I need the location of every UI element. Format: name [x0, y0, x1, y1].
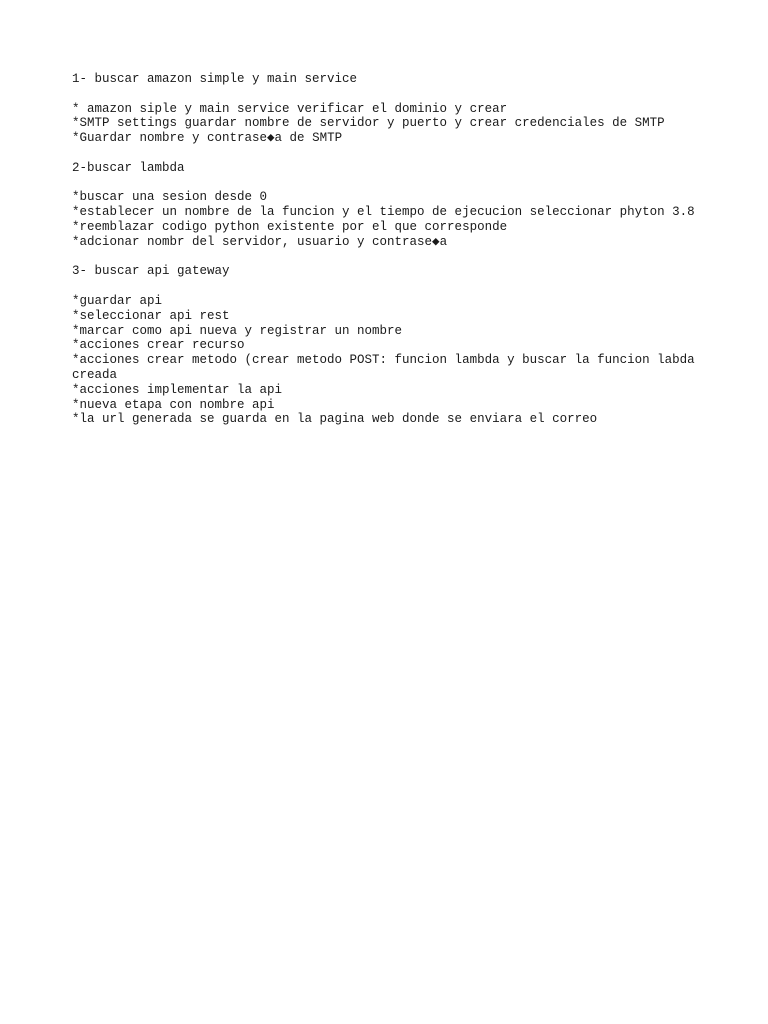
- section-title: 1- buscar amazon simple y main service: [72, 72, 358, 86]
- document-page: [72, 72, 722, 427]
- section-2: [72, 161, 722, 250]
- list-item: *la url generada se guarda en la pagina web donde se enviara el correo: [72, 412, 598, 427]
- section-title: 3- buscar api gateway: [72, 264, 230, 279]
- list-item: *Guardar nombre y contrase◆a de SMTP: [72, 131, 343, 146]
- list-item: *nueva etapa con nombre api: [72, 397, 275, 412]
- list-item: *marcar como api nueva y registrar un nombre: [72, 323, 403, 338]
- list-item: *acciones crear recurso: [72, 338, 245, 353]
- list-item: *adcionar nombr del servidor, usuario y contrase◆a: [72, 234, 448, 249]
- list-item: *acciones crear metodo (crear metodo POST: funcion lambda y buscar la funcion labda creada: [72, 353, 703, 382]
- section-1: [72, 72, 722, 146]
- list-item: *buscar una sesion desde 0: [72, 190, 268, 205]
- list-item: * amazon siple y main service verificar el dominio y crear: [72, 101, 508, 116]
- section-3: [72, 264, 722, 427]
- list-item: *acciones implementar la api: [72, 382, 283, 397]
- section-title: 2-buscar lambda: [72, 160, 185, 175]
- list-item: *SMTP settings guardar nombre de servidor y puerto y crear credenciales de SMTP: [72, 116, 665, 131]
- list-item: *establecer un nombre de la funcion y el tiempo de ejecucion seleccionar phyton 3.8: [72, 205, 695, 220]
- list-item: *reemblazar codigo python existente por el que corresponde: [72, 219, 508, 234]
- list-item: *seleccionar api rest: [72, 308, 230, 323]
- list-item: *guardar api: [72, 293, 163, 308]
